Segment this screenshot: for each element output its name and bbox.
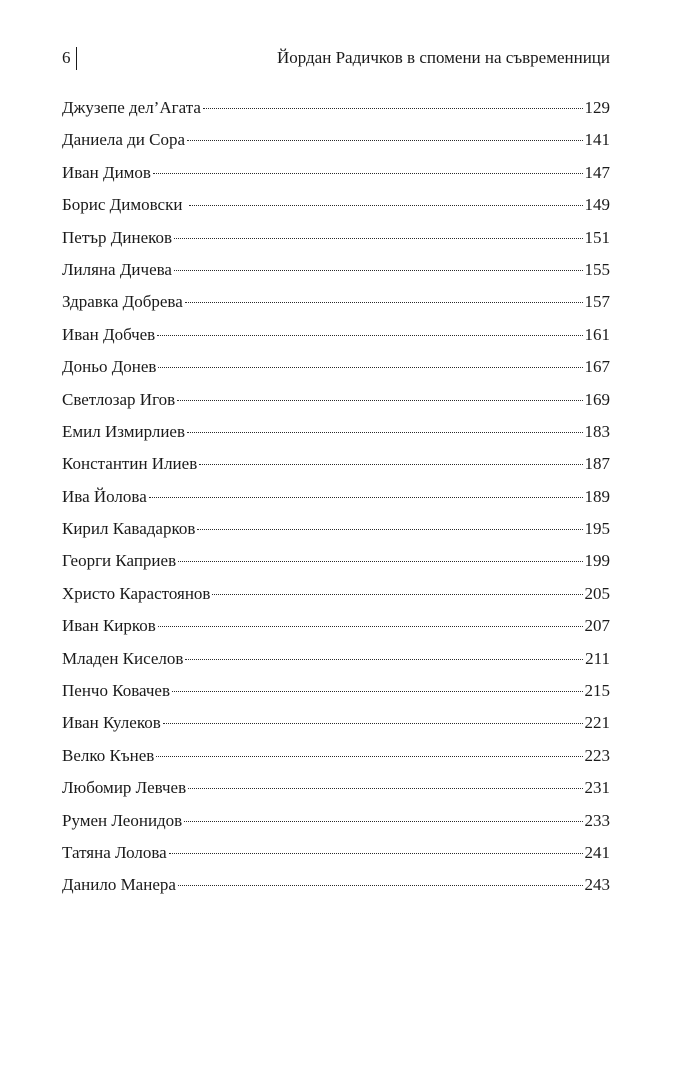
dot-leader: [158, 626, 583, 627]
toc-entry: [62, 516, 610, 548]
toc-entry-name: Светлозар Игов: [62, 389, 176, 409]
toc-entry: [62, 484, 610, 516]
toc-entry-name: Младен Киселов: [62, 648, 184, 668]
toc-entry-name: Константин Илиев: [62, 454, 198, 474]
toc-entry-name: Румен Леонидов: [62, 810, 183, 830]
toc-entry: [62, 95, 610, 127]
toc-entry-page: 155: [584, 259, 610, 279]
toc-entry-name: Иван Добчев: [62, 324, 156, 344]
running-head: [62, 44, 610, 74]
dot-leader: [149, 497, 583, 498]
table-of-contents: [62, 95, 610, 905]
toc-entry-page: 243: [584, 875, 610, 895]
dot-leader: [203, 108, 583, 109]
toc-entry: [62, 451, 610, 483]
dot-leader: [169, 853, 583, 854]
toc-entry: [62, 160, 610, 192]
toc-entry: [62, 775, 610, 807]
dot-leader: [188, 788, 582, 789]
dot-leader: [153, 173, 583, 174]
toc-entry-page: 215: [584, 681, 610, 701]
dot-leader: [185, 659, 583, 660]
toc-entry-page: 233: [584, 810, 610, 830]
toc-entry-page: 157: [584, 292, 610, 312]
dot-leader: [178, 561, 582, 562]
toc-entry: [62, 613, 610, 645]
toc-entry: [62, 419, 610, 451]
toc-entry-name: Петър Динеков: [62, 227, 173, 247]
toc-entry: [62, 808, 610, 840]
toc-entry: [62, 257, 610, 289]
toc-entry-name: Георги Каприев: [62, 551, 177, 571]
toc-entry-page: 141: [584, 130, 610, 150]
toc-entry: [62, 872, 610, 904]
toc-entry-name: Ива Йолова: [62, 486, 147, 506]
toc-entry-page: 205: [584, 583, 610, 603]
dot-leader: [174, 238, 582, 239]
toc-entry-page: 195: [584, 519, 610, 539]
toc-entry-name: Иван Димов: [62, 162, 151, 182]
toc-entry-name: Пенчо Ковачев: [62, 681, 171, 701]
dot-leader: [158, 367, 582, 368]
toc-entry-page: 189: [584, 486, 610, 506]
toc-entry: [62, 192, 610, 224]
toc-entry-name: Лиляна Дичева: [62, 259, 172, 279]
toc-entry-page: 241: [584, 842, 610, 862]
toc-entry-name: Кирил Кавадарков: [62, 519, 196, 539]
toc-entry: [62, 710, 610, 742]
toc-entry-page: 149: [584, 195, 610, 215]
toc-entry: [62, 387, 610, 419]
toc-entry-name: Велко Кънев: [62, 745, 155, 765]
toc-entry-page: 207: [584, 616, 610, 636]
toc-entry-name: Иван Кирков: [62, 616, 156, 636]
toc-entry-name: Борис Димовски: [62, 195, 187, 215]
toc-entry: [62, 354, 610, 386]
toc-entry-name: Здравка Добрева: [62, 292, 183, 312]
toc-entry: [62, 322, 610, 354]
dot-leader: [184, 821, 582, 822]
header-divider: [76, 47, 77, 70]
dot-leader: [197, 529, 582, 530]
toc-entry-page: 199: [584, 551, 610, 571]
toc-entry: [62, 289, 610, 321]
toc-entry: [62, 225, 610, 257]
dot-leader: [187, 140, 582, 141]
toc-entry: [62, 743, 610, 775]
toc-entry-page: 231: [584, 778, 610, 798]
dot-leader: [177, 400, 582, 401]
page-number: 6: [62, 48, 71, 67]
dot-leader: [174, 270, 583, 271]
toc-entry-name: Иван Кулеков: [62, 713, 161, 733]
dot-leader: [157, 335, 582, 336]
toc-entry-page: 167: [584, 357, 610, 377]
toc-entry-name: Христо Карастоянов: [62, 583, 211, 603]
toc-entry-page: 147: [584, 162, 610, 182]
toc-entry-page: 187: [584, 454, 610, 474]
toc-entry-name: Данило Манера: [62, 875, 176, 895]
toc-entry-name: Джузепе дел’Агата: [62, 98, 201, 117]
toc-entry: [62, 127, 610, 159]
toc-entry-name: Даниела ди Сора: [62, 130, 186, 150]
toc-entry: [62, 678, 610, 710]
book-title: Йордан Радичков в спомени на съвременници: [276, 48, 610, 67]
toc-entry-page: 151: [584, 227, 610, 247]
toc-entry: [62, 548, 610, 580]
dot-leader: [172, 691, 582, 692]
dot-leader: [163, 723, 583, 724]
dot-leader: [187, 432, 582, 433]
toc-entry-name: Доньо Донев: [62, 357, 157, 377]
toc-entry-page: 169: [584, 389, 610, 409]
dot-leader: [212, 594, 582, 595]
toc-entry-name: Татяна Лолова: [62, 842, 167, 862]
toc-entry-page: 221: [584, 713, 610, 733]
toc-entry-page: 211: [585, 648, 610, 668]
toc-entry-page: 129: [584, 98, 610, 117]
dot-leader: [189, 205, 583, 206]
toc-entry: [62, 646, 610, 678]
toc-entry-name: Емил Измирлиев: [62, 421, 186, 441]
toc-entry-page: 223: [584, 745, 610, 765]
dot-leader: [156, 756, 582, 757]
dot-leader: [199, 464, 582, 465]
toc-entry-page: 183: [584, 421, 610, 441]
dot-leader: [185, 302, 583, 303]
dot-leader: [178, 885, 583, 886]
toc-entry-name: Любомир Левчев: [62, 778, 187, 798]
toc-entry: [62, 840, 610, 872]
toc-entry-page: 161: [584, 324, 610, 344]
toc-entry: [62, 581, 610, 613]
